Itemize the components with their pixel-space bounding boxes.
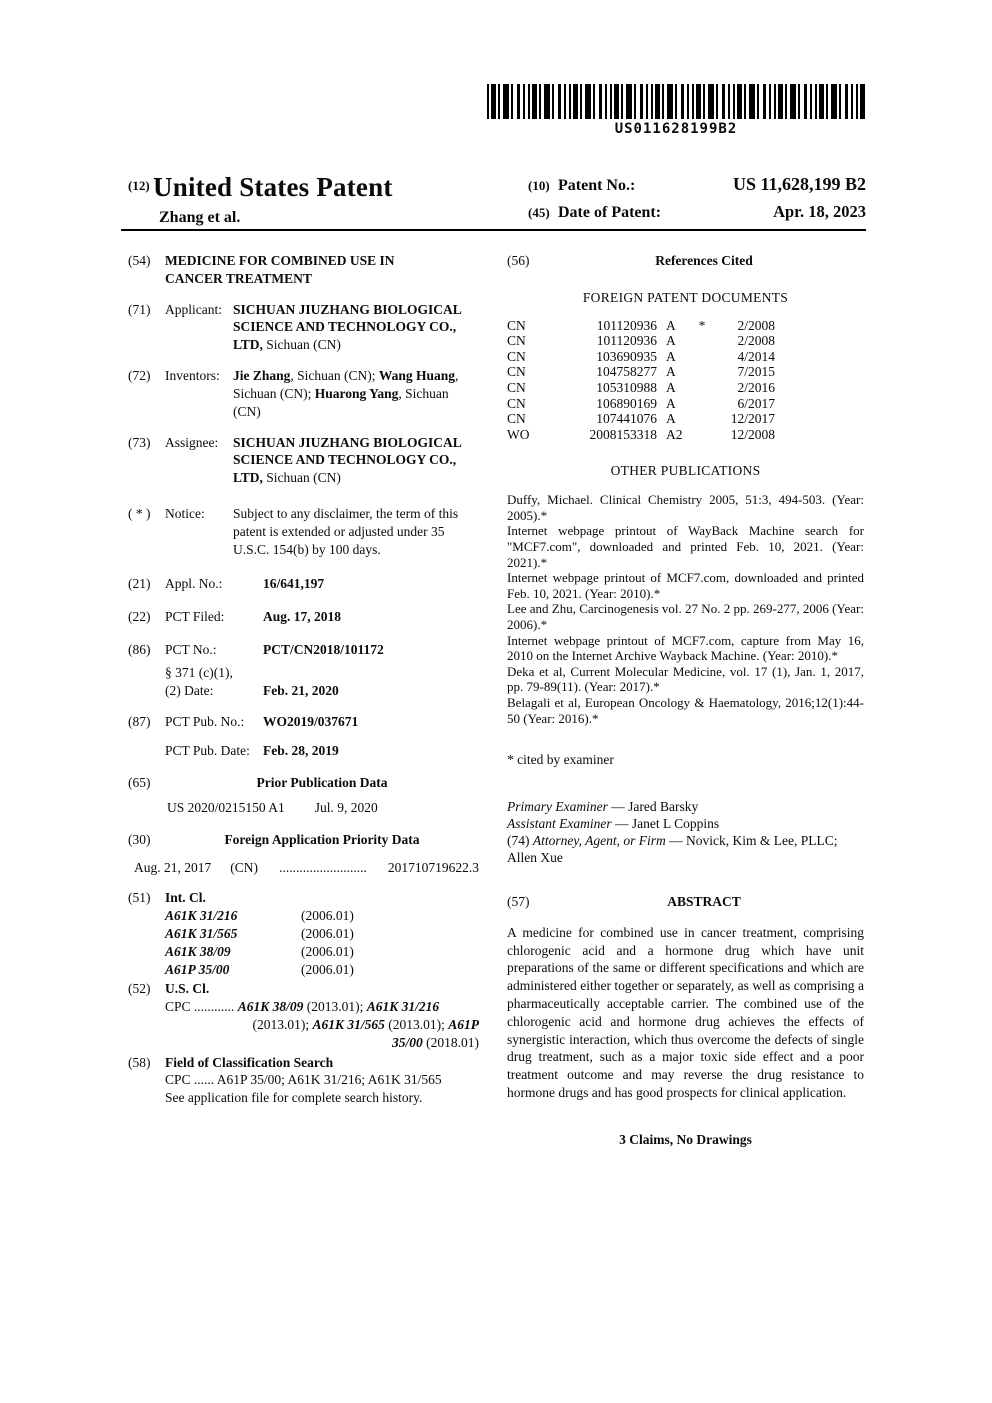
priority-country: (CN) xyxy=(230,859,258,875)
assignee-value: SICHUAN JIUZHANG BIOLOGICAL SCIENCE AND TECHNOLOGY CO., LTD, Sichuan (CN) xyxy=(233,434,462,486)
pct-no-label: PCT No.: xyxy=(165,642,217,657)
barcode xyxy=(487,84,865,119)
foreign-priority-heading: Foreign Application Priority Data xyxy=(224,831,420,847)
pct-pub-date-value: Feb. 28, 2019 xyxy=(263,743,339,759)
header-divider xyxy=(121,229,866,231)
table-row: CN 101120936 A * 2/2008 xyxy=(507,317,775,333)
left-column xyxy=(128,252,479,1149)
int-cl-entry: A61K 31/216 (2006.01) xyxy=(165,908,354,924)
document-title: United States Patent xyxy=(153,172,393,202)
int-cl-entry: A61P 35/00 (2006.01) xyxy=(165,961,354,977)
section-73-assignee xyxy=(128,434,479,487)
priority-number: 201710719622.3 xyxy=(387,859,479,875)
code-21: (21) xyxy=(128,576,151,592)
code-54: (54) xyxy=(128,253,151,268)
patent-number: US 11,628,199 B2 xyxy=(732,174,866,194)
cpc-line-1: CPC ............ A61K 38/09 (2013.01); A61K 31/216 xyxy=(165,999,440,1015)
cpc-line-2: (2013.01); A61K 31/565 (2013.01); A61P xyxy=(252,1017,479,1032)
section-87-pct-pub xyxy=(128,713,479,731)
barcode-number: US011628199B2 xyxy=(614,121,738,137)
assistant-examiner-line: Assistant Examiner — Janet L Coppins xyxy=(507,815,720,831)
prior-pub-number: US 2020/0215150 A1 xyxy=(167,799,285,815)
code-56: (56) xyxy=(507,253,530,268)
appl-no-value: 16/641,197 xyxy=(263,576,325,592)
dot-leader: .......................... xyxy=(279,859,367,875)
section-65-prior-pub xyxy=(128,774,479,792)
appl-no-label: Appl. No.: xyxy=(165,576,223,592)
other-publications-heading: OTHER PUBLICATIONS xyxy=(610,463,761,479)
references-heading: References Cited xyxy=(655,253,753,268)
foreign-patent-table xyxy=(507,318,864,443)
371-date-label: (2) Date: xyxy=(165,682,214,698)
applicant-label: Applicant: xyxy=(165,301,222,317)
pct-pub-date-row xyxy=(165,742,479,760)
prior-pub-row xyxy=(167,799,479,817)
publication-item: Belagali et al, European Oncology & Haematology, 2016;12(1):44-50 (Year: 2016).* xyxy=(507,694,864,726)
table-row: CN 101120936 A 2/2008 xyxy=(507,333,775,349)
kind-code-12: (12) xyxy=(128,178,150,193)
attorney-line: (74) Attorney, Agent, or Firm — Novick, Kim & Lee, PLLC; Allen Xue xyxy=(507,832,838,865)
code-72: (72) xyxy=(128,368,151,384)
primary-examiner-line: Primary Examiner — Jared Barsky xyxy=(507,798,699,814)
code-52: (52) xyxy=(128,981,151,997)
prior-pub-heading: Prior Publication Data xyxy=(256,775,388,791)
patent-date: Apr. 18, 2023 xyxy=(773,201,866,221)
patent-no-label: Patent No.: xyxy=(558,177,636,194)
section-71-applicant xyxy=(128,301,479,354)
cited-by-examiner-note: * cited by examiner xyxy=(507,752,614,768)
pct-pub-date-label: PCT Pub. Date: xyxy=(165,743,250,759)
371-date-value: Feb. 21, 2020 xyxy=(263,682,339,698)
pct-filed-value: Aug. 17, 2018 xyxy=(263,609,342,625)
table-row: CN 106890169 A 6/2017 xyxy=(507,395,775,411)
cpc-line-3: 35/00 (2018.01) xyxy=(391,1034,479,1050)
int-cl-heading: Int. Cl. xyxy=(165,890,206,906)
section-57-abstract xyxy=(507,893,864,911)
sect-371-date-row xyxy=(165,682,479,700)
examiner-block xyxy=(507,798,864,866)
inventor-line: Zhang et al. xyxy=(159,208,241,226)
pct-pub-no-label: PCT Pub. No.: xyxy=(165,714,245,730)
section-51-int-cl xyxy=(128,889,479,907)
abstract-text: A medicine for combined use in cancer treatment, comprising chlorogenic acid and a hormone drug which have unit preparations of the same or different specifications and which are administered either together or separately, as well as comprising a pharmaceutically acceptable carrier. The combined use of the chlorogenic acid and hormone drug achieves the effects of synergistic interaction, which thus overcome the defects of single drug treatment, such as a major toxic side effect and a poor treatment outcome and may reverse the drug resistance to hormone drugs and has good prospects for clinical application. xyxy=(507,924,864,1101)
section-86-pct-no xyxy=(128,641,479,659)
section-22-pct-filed xyxy=(128,608,479,626)
notice-text: Subject to any disclaimer, the term of this patent is extended or adjusted under 35 U.S.C. 154(b) by 100 days. xyxy=(233,505,459,557)
abstract-heading: ABSTRACT xyxy=(667,893,741,909)
table-row: CN 104758277 A 7/2015 xyxy=(507,364,775,380)
other-publications-list xyxy=(507,492,864,726)
code-45: (45) xyxy=(528,204,550,220)
assignee-label: Assignee: xyxy=(165,434,219,450)
date-of-patent-label: Date of Patent: xyxy=(558,203,662,221)
invention-title: MEDICINE FOR COMBINED USE IN CANCER TREATMENT xyxy=(165,253,395,286)
publication-item: Deka et al, Current Molecular Medicine, vol. 17 (1), Jan. 1, 2017, pp. 79-89(11). (Year: 2017).* xyxy=(507,663,864,695)
pct-filed-label: PCT Filed: xyxy=(165,609,225,625)
section-21-appl-no xyxy=(128,575,479,593)
code-51: (51) xyxy=(128,890,151,906)
publication-item: Internet webpage printout of MCF7.com, downloaded and printed Feb. 10, 2021. (Year: 2010).* xyxy=(507,570,864,601)
int-cl-entry: A61K 31/565 (2006.01) xyxy=(165,925,354,941)
section-52-us-cl xyxy=(128,980,479,998)
publication-item: Internet webpage printout of MCF7.com, capture from May 16, 2010 on the Internet Archive Wayback Machine. (Year: 2010).* xyxy=(507,632,864,664)
notice-label: Notice: xyxy=(165,505,205,521)
priority-row xyxy=(134,859,479,877)
us-cl-heading: U.S. Cl. xyxy=(165,981,210,997)
section-30-foreign-priority xyxy=(128,831,479,849)
code-87: (87) xyxy=(128,714,151,730)
publication-item: Lee and Zhu, Carcinogenesis vol. 27 No. 2 pp. 269-277, 2006 (Year: 2006).* xyxy=(507,601,864,632)
right-column xyxy=(507,252,864,1149)
code-30: (30) xyxy=(128,831,151,847)
table-row: WO 2008153318 A2 12/2008 xyxy=(507,426,775,442)
sect-371-line: § 371 (c)(1), xyxy=(165,664,233,680)
section-notice xyxy=(128,505,479,558)
field-search-note: See application file for complete search history. xyxy=(165,1090,423,1106)
section-72-inventors xyxy=(128,367,479,420)
code-star: ( * ) xyxy=(128,505,151,521)
code-10: (10) xyxy=(528,178,550,193)
applicant-value: SICHUAN JIUZHANG BIOLOGICAL SCIENCE AND TECHNOLOGY CO., LTD, Sichuan (CN) xyxy=(233,301,462,353)
prior-pub-date: Jul. 9, 2020 xyxy=(314,799,378,815)
code-73: (73) xyxy=(128,434,151,450)
code-86: (86) xyxy=(128,642,151,657)
pct-pub-no-value: WO2019/037671 xyxy=(263,714,359,730)
pct-no-value: PCT/CN2018/101172 xyxy=(263,642,384,657)
section-56-references xyxy=(507,252,864,270)
publication-item: Internet webpage printout of WayBack Machine search for "MCF7.com", downloaded and printed Feb. 10, 2021. (Year: 2021).* xyxy=(507,523,864,570)
foreign-patent-docs-heading: FOREIGN PATENT DOCUMENTS xyxy=(582,289,789,305)
inventors-value: Jie Zhang, Sichuan (CN); Wang Huang, Sichuan (CN); Huarong Yang, Sichuan (CN) xyxy=(233,368,459,419)
field-search-heading: Field of Classification Search xyxy=(165,1054,334,1070)
inventors-label: Inventors: xyxy=(165,368,220,384)
section-58-field-search xyxy=(128,1054,479,1072)
code-65: (65) xyxy=(128,775,151,791)
table-row: CN 103690935 A 4/2014 xyxy=(507,348,775,364)
code-71: (71) xyxy=(128,301,151,317)
code-22: (22) xyxy=(128,609,151,625)
int-cl-entry: A61K 38/09 (2006.01) xyxy=(165,943,354,959)
section-54-title xyxy=(128,252,479,288)
table-row: CN 107441076 A 12/2017 xyxy=(507,411,775,427)
table-row: CN 105310988 A 2/2016 xyxy=(507,380,775,395)
code-58: (58) xyxy=(128,1054,151,1070)
publication-item: Duffy, Michael. Clinical Chemistry 2005, 51:3, 494-503. (Year: 2005).* xyxy=(507,492,864,523)
field-search-cpc: CPC ...... A61P 35/00; A61K 31/216; A61K 31/565 xyxy=(165,1072,442,1088)
claims-line: 3 Claims, No Drawings xyxy=(619,1131,752,1147)
priority-date: Aug. 21, 2017 xyxy=(134,859,212,875)
code-57: (57) xyxy=(507,893,530,909)
